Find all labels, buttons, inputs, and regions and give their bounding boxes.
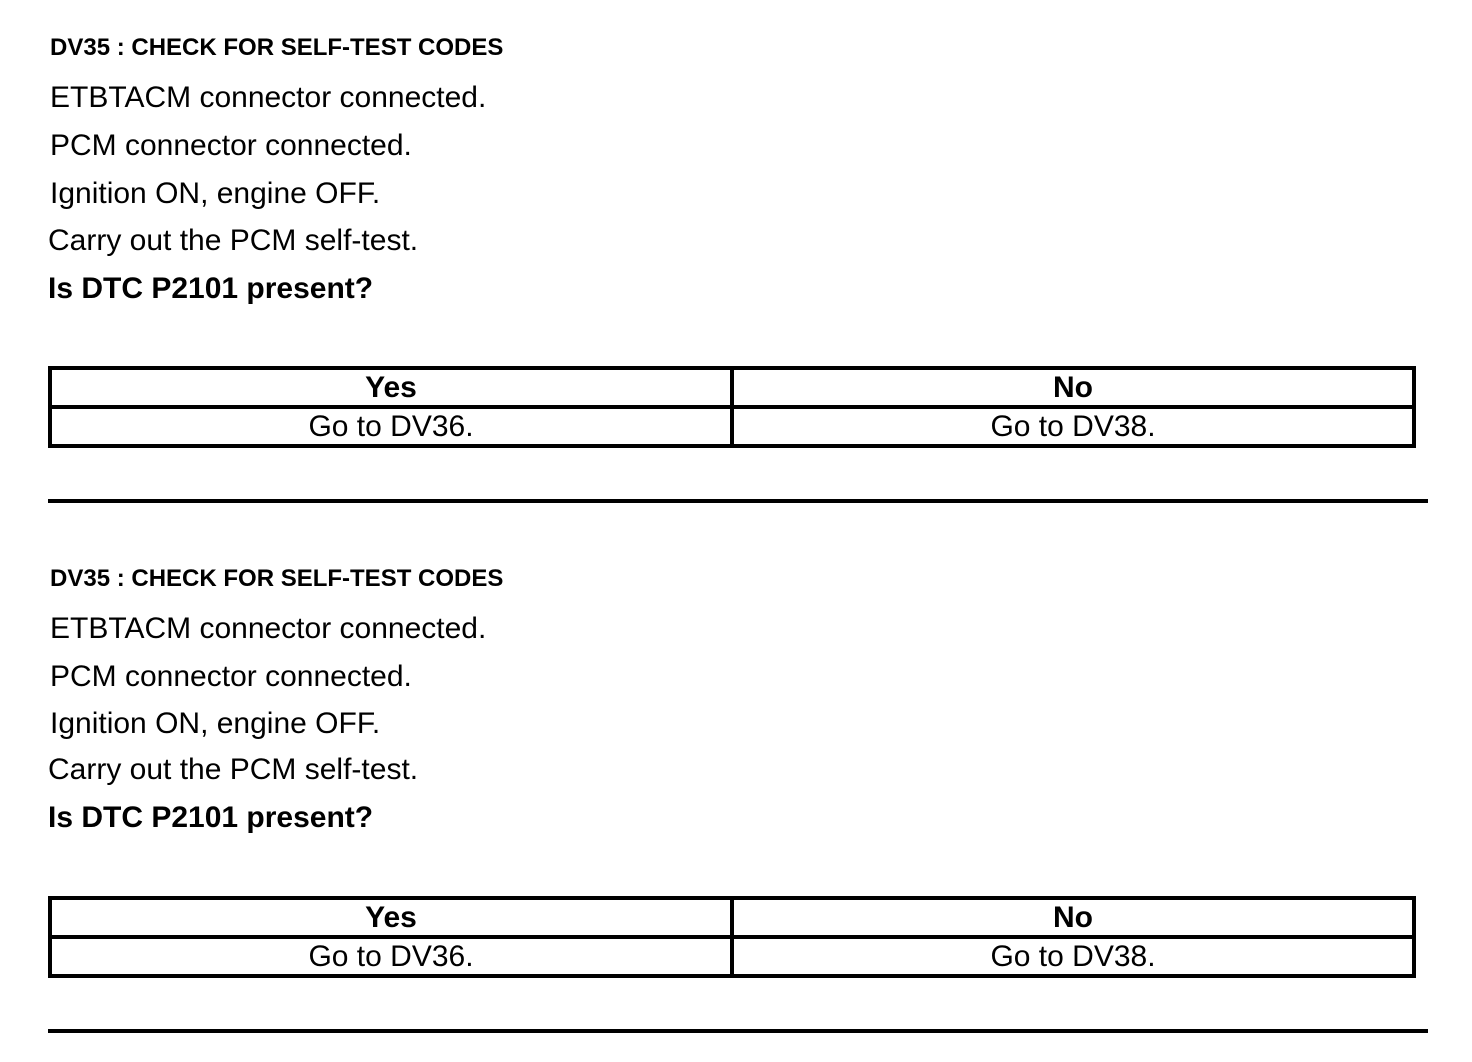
yes-header: Yes xyxy=(50,368,732,407)
step-heading: DV35 : CHECK FOR SELF-TEST CODES xyxy=(50,34,504,61)
step-question: Is DTC P2101 present? xyxy=(48,272,374,305)
table-row xyxy=(50,407,1414,446)
table-row xyxy=(50,937,1414,976)
answer-table xyxy=(48,366,1416,448)
answer-table xyxy=(48,896,1416,978)
yes-action: Go to DV36. xyxy=(50,937,732,976)
no-action: Go to DV38. xyxy=(732,407,1414,446)
step-instruction: Carry out the PCM self-test. xyxy=(48,224,419,257)
step-instruction: Carry out the PCM self-test. xyxy=(48,753,419,786)
step-question: Is DTC P2101 present? xyxy=(48,801,374,834)
no-header: No xyxy=(732,898,1414,937)
step-instruction: ETBTACM connector connected. xyxy=(50,81,487,114)
step-instruction: PCM connector connected. xyxy=(50,660,412,693)
step-instruction: ETBTACM connector connected. xyxy=(50,612,487,645)
section-divider xyxy=(48,499,1428,503)
step-instruction: PCM connector connected. xyxy=(50,129,412,162)
section-divider xyxy=(48,1029,1428,1033)
step-heading: DV35 : CHECK FOR SELF-TEST CODES xyxy=(50,565,504,592)
yes-header: Yes xyxy=(50,898,732,937)
table-header-row xyxy=(50,898,1414,937)
step-instruction: Ignition ON, engine OFF. xyxy=(50,707,381,740)
table-header-row xyxy=(50,368,1414,407)
no-header: No xyxy=(732,368,1414,407)
yes-action: Go to DV36. xyxy=(50,407,732,446)
no-action: Go to DV38. xyxy=(732,937,1414,976)
step-instruction: Ignition ON, engine OFF. xyxy=(50,177,381,210)
